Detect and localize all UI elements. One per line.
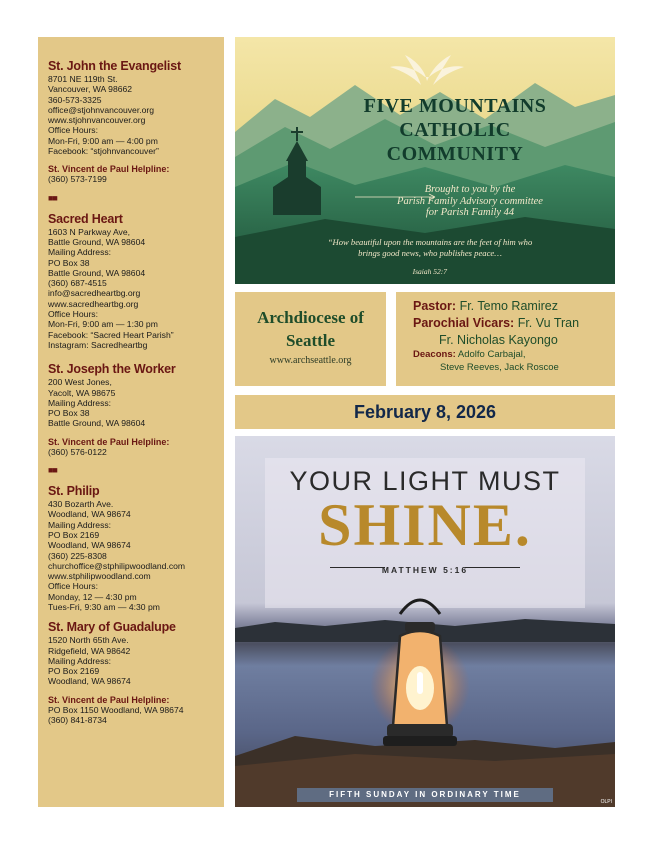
- archdiocese-name-line: Seattle: [285, 331, 336, 350]
- vdp-helpline-phone: (360) 573-7199: [48, 174, 107, 185]
- poster-scripture-reference: MATTHEW 5:16: [381, 565, 469, 575]
- deacons-label: Deacons:: [413, 349, 456, 360]
- deacon-names: Adolfo Carbajal,: [457, 349, 526, 360]
- office-hours: Mon-Fri, 9:00 am — 1:30 pm: [48, 319, 158, 330]
- parish-instagram: Instagram: Sacredheartbg: [48, 339, 148, 350]
- parish-email[interactable]: office@stjohnvancouver.org: [48, 104, 155, 115]
- mailing-label: Mailing Address:: [48, 247, 112, 258]
- archdiocese-box: [235, 292, 386, 386]
- sunday-poster: [235, 436, 615, 807]
- title-line: CATHOLIC: [399, 119, 511, 141]
- parish-st-philip: [48, 484, 218, 612]
- title-line: COMMUNITY: [386, 143, 524, 165]
- vdp-helpline-title: St. Vincent de Paul Helpline:: [48, 694, 170, 705]
- parish-city: Vancouver, WA 98662: [48, 84, 133, 95]
- quote-line: brings good news, who publishes peace…: [358, 248, 502, 258]
- parish-st-mary: [48, 620, 218, 725]
- vdp-helpline-phone: (360) 576-0122: [48, 446, 107, 457]
- poster-credit: OLPI: [600, 799, 612, 805]
- mailing-box: PO Box 2169: [48, 529, 100, 540]
- parish-address: 1520 North 65th Ave.: [48, 635, 129, 646]
- scripture-citation: Isaiah 52:7: [412, 267, 447, 276]
- parish-name: St. John the Evangelist: [48, 59, 181, 73]
- office-hours-tue-fri: Tues-Fri, 9:30 am — 4:30 pm: [48, 601, 160, 612]
- community-banner: [235, 37, 615, 284]
- section-separator-icon: ■■: [48, 465, 57, 476]
- subtitle-line: Brought to you by the: [424, 184, 516, 195]
- vdp-helpline-address: PO Box 1150 Woodland, WA 98674: [48, 704, 184, 715]
- mailing-city: Battle Ground, WA 98604: [48, 267, 146, 278]
- parish-name: Sacred Heart: [48, 211, 123, 226]
- committee-credit: [325, 184, 615, 219]
- mailing-city: Woodland, WA 98674: [48, 676, 131, 687]
- parish-name: St. Mary of Guadalupe: [48, 620, 176, 635]
- vicar-name: Fr. Vu Tran: [517, 316, 580, 330]
- community-title: [295, 94, 615, 166]
- parish-city: Battle Ground, WA 98604: [48, 236, 146, 247]
- poster-shine: SHINE.: [318, 492, 532, 558]
- parish-email[interactable]: info@sacredheartbg.org: [48, 288, 141, 299]
- office-hours-label: Office Hours:: [48, 309, 98, 320]
- parish-address: 8701 NE 119th St.: [48, 74, 118, 84]
- archdiocese-website[interactable]: www.archseattle.org: [269, 355, 352, 366]
- vdp-helpline-title: St. Vincent de Paul Helpline:: [48, 436, 170, 447]
- mailing-city: Battle Ground, WA 98604: [48, 418, 146, 429]
- parish-address: 1603 N Parkway Ave,: [48, 226, 131, 237]
- parish-address: 430 Bozarth Ave.: [48, 499, 114, 510]
- parish-name: St. Philip: [48, 484, 100, 499]
- parish-facebook: Facebook: “Sacred Heart Parish”: [48, 329, 174, 340]
- vicars-row: [413, 315, 615, 332]
- mailing-box: PO Box 2169: [48, 666, 100, 677]
- poster-heading: YOUR LIGHT MUST: [289, 466, 561, 496]
- office-hours-label: Office Hours:: [48, 581, 98, 592]
- title-line: FIVE MOUNTAINS: [363, 95, 547, 117]
- pastor-name: Fr. Temo Ramirez: [459, 299, 558, 313]
- parish-facebook: Facebook: “stjohnvancouver”: [48, 146, 159, 157]
- subtitle-line: for Parish Family 44: [425, 207, 515, 218]
- parish-website[interactable]: www.sacredheartbg.org: [48, 298, 139, 309]
- section-separator-icon: ■■: [48, 192, 57, 203]
- vdp-helpline-phone: (360) 841-8734: [48, 715, 107, 726]
- parish-phone: (360) 687-4515: [48, 278, 107, 289]
- clergy-box: [396, 292, 615, 386]
- deacons-row: [413, 349, 615, 362]
- mailing-box: PO Box 38: [48, 408, 90, 419]
- parish-st-joseph: [48, 362, 218, 457]
- office-hours-monday: Monday, 12 — 4:30 pm: [48, 591, 137, 602]
- parish-phone: (360) 225-8308: [48, 550, 107, 561]
- mailing-label: Mailing Address:: [48, 655, 112, 666]
- vicars-row-2: [413, 332, 615, 349]
- subtitle-line: Parish Family Advisory committee: [397, 195, 543, 207]
- parish-address: 200 West Jones,: [48, 377, 112, 388]
- parish-st-john: [48, 59, 218, 185]
- mailing-city: Woodland, WA 98674: [48, 540, 131, 551]
- pastor-label: Pastor:: [413, 299, 457, 313]
- vicar-name: Fr. Nicholas Kayongo: [439, 333, 558, 347]
- scripture-quote: [265, 237, 595, 259]
- liturgical-day-label: FIFTH SUNDAY IN ORDINARY TIME: [297, 788, 553, 802]
- parish-city: Woodland, WA 98674: [48, 509, 131, 520]
- mailing-label: Mailing Address:: [48, 397, 112, 408]
- parish-phone: 360-573-3325: [48, 94, 102, 105]
- archdiocese-name-line: Archdiocese of: [257, 308, 364, 327]
- parish-website[interactable]: www.stphilipwoodland.com: [48, 571, 151, 582]
- quote-line: “How beautiful upon the mountains are the feet of him who: [327, 237, 533, 247]
- mailing-box: PO Box 38: [48, 257, 90, 268]
- archdiocese-name: [235, 306, 386, 352]
- parish-directory-sidebar: [38, 37, 224, 807]
- parish-city: Yacolt, WA 98675: [48, 387, 116, 398]
- parish-name: St. Joseph the Worker: [48, 362, 176, 377]
- parish-sacred-heart: [48, 212, 218, 351]
- parish-email[interactable]: churchoffice@stphilipwoodland.com: [48, 560, 186, 571]
- vicars-label: Parochial Vicars:: [413, 316, 515, 330]
- pastor-row: [413, 298, 615, 315]
- bulletin-date: February 8, 2026: [235, 395, 615, 429]
- parish-city: Ridgefield, WA 98642: [48, 645, 131, 656]
- parish-website[interactable]: www.stjohnvancouver.org: [48, 115, 146, 126]
- office-hours: Mon-Fri, 9:00 am — 4:00 pm: [48, 135, 158, 146]
- office-hours-label: Office Hours:: [48, 125, 98, 136]
- deacon-names-2: Steve Reeves, Jack Roscoe: [440, 361, 559, 373]
- mailing-label: Mailing Address:: [48, 519, 112, 530]
- vdp-helpline-title: St. Vincent de Paul Helpline:: [48, 164, 170, 175]
